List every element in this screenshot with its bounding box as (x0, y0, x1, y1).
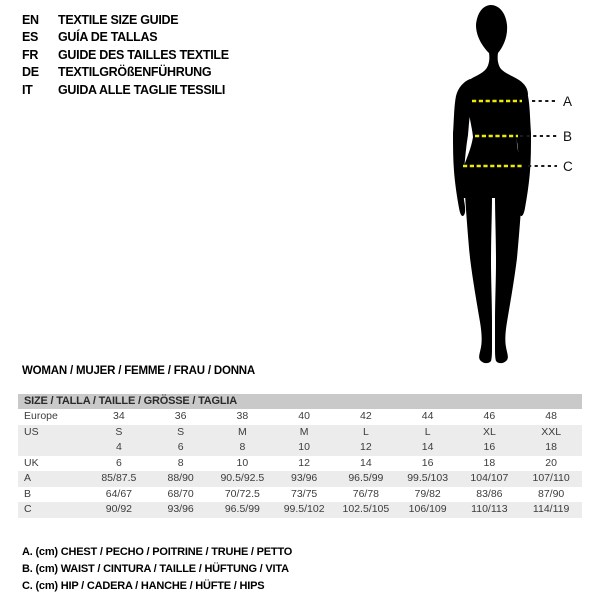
size-cell: 73/75 (290, 487, 318, 500)
size-cell: 107/110 (532, 472, 570, 484)
language-title: TEXTILGRÖßENFÜHRUNG (58, 65, 212, 80)
legend-line-waist: B. (cm) WAIST / CINTURA / TAILLE / HÜFTUNG / VITA (22, 563, 289, 575)
size-cell: 93/96 (290, 472, 318, 484)
size-cell: 99.5/103 (407, 472, 449, 484)
table-row (18, 425, 582, 441)
table-row (18, 471, 582, 487)
size-cell: 38 (236, 410, 249, 422)
size-cell: L (362, 425, 369, 438)
size-cell: 8 (239, 441, 246, 453)
size-cell: 79/82 (414, 487, 441, 500)
table-row (18, 456, 582, 472)
language-row (22, 81, 229, 99)
size-cell: 64/67 (105, 487, 133, 500)
row-label: UK (24, 456, 39, 469)
language-title: GUIDE DES TAILLES TEXTILE (58, 47, 229, 62)
size-cell: 6 (177, 441, 184, 453)
size-cell: 10 (298, 441, 310, 453)
size-cell: 46 (483, 410, 496, 422)
size-cell: 85/87.5 (101, 472, 137, 484)
size-table-body (18, 409, 582, 518)
language-code: DE (22, 65, 39, 80)
legend-line-chest: A. (cm) CHEST / PECHO / POITRINE / TRUHE / PETTO (22, 546, 293, 558)
size-cell: XXL (541, 425, 562, 438)
size-cell: 14 (421, 441, 434, 453)
size-cell: 18 (483, 456, 496, 469)
size-cell: 40 (298, 410, 310, 422)
section-title: WOMAN / MUJER / FEMME / FRAU / DONNA (22, 365, 256, 377)
size-cell: M (238, 425, 247, 438)
language-row (22, 64, 229, 82)
table-header: SIZE / TALLA / TAILLE / GRÖSSE / TAGLIA (18, 394, 582, 409)
table-row (18, 502, 582, 518)
size-table (18, 394, 582, 518)
size-cell: 96.5/99 (348, 472, 384, 484)
table-row (18, 440, 582, 456)
row-label: Europe (24, 410, 58, 422)
size-cell: 76/78 (352, 487, 380, 500)
size-cell: XL (482, 425, 496, 438)
size-cell: S (115, 425, 123, 438)
language-code: ES (22, 30, 39, 45)
size-cell: 106/109 (408, 503, 447, 515)
size-cell: 4 (115, 441, 122, 453)
size-cell: 16 (421, 456, 434, 469)
size-cell: 87/90 (537, 487, 565, 500)
silhouette-right-leg (495, 178, 523, 363)
language-title: GUÍA DE TALLAS (58, 30, 158, 45)
size-cell: 90.5/92.5 (220, 472, 265, 484)
size-cell: L (424, 425, 431, 438)
size-cell: 6 (115, 456, 122, 469)
size-cell: 36 (174, 410, 187, 422)
silhouette-left-leg (464, 178, 492, 363)
size-cell: 83/86 (476, 487, 503, 500)
size-cell: 48 (545, 410, 557, 422)
size-cell: 96.5/99 (224, 503, 260, 515)
size-cell: 34 (113, 410, 125, 422)
measurement-legend (22, 544, 292, 595)
size-cell: 70/72.5 (224, 487, 260, 500)
waist-label: B (563, 129, 573, 144)
size-cell: 12 (360, 441, 372, 453)
table-row (18, 409, 582, 425)
language-code: FR (22, 47, 39, 62)
language-row (22, 46, 229, 64)
size-cell: 99.5/102 (283, 503, 325, 515)
size-cell: 14 (360, 456, 372, 469)
size-cell: 114/119 (532, 503, 570, 515)
size-cell: 110/113 (471, 503, 508, 515)
row-label (18, 440, 88, 456)
row-label: US (24, 425, 39, 438)
legend-line-hip: C. (cm) HIP / CADERA / HANCHE / HÜFTE / HIPS (22, 580, 265, 592)
size-cell: 104/107 (470, 472, 509, 484)
female-silhouette-figure (440, 0, 600, 380)
size-cell: 20 (545, 456, 557, 469)
size-cell: S (177, 425, 185, 438)
row-label: C (24, 503, 32, 515)
row-label: A (24, 472, 32, 484)
language-row (22, 11, 229, 29)
size-cell: 8 (177, 456, 184, 469)
size-cell: 10 (236, 456, 249, 469)
size-cell: 68/70 (167, 487, 194, 500)
language-header (22, 11, 229, 99)
size-cell: 18 (545, 441, 557, 453)
size-cell: 90/92 (105, 503, 133, 515)
hip-label: C (563, 159, 573, 174)
size-cell: 12 (298, 456, 310, 469)
language-title: TEXTILE SIZE GUIDE (58, 12, 179, 27)
language-title: GUIDA ALLE TAGLIE TESSILI (58, 82, 226, 97)
size-cell: 16 (483, 441, 496, 453)
size-cell: 93/96 (167, 503, 194, 515)
table-row (18, 487, 582, 503)
size-cell: 42 (360, 410, 372, 422)
language-code: IT (22, 82, 33, 97)
size-cell: 102.5/105 (342, 503, 390, 515)
language-code: EN (22, 12, 39, 27)
row-label: B (24, 487, 32, 500)
chest-label: A (563, 94, 573, 109)
size-cell: 44 (421, 410, 434, 422)
size-cell: 88/90 (167, 472, 194, 484)
size-cell: M (299, 425, 309, 438)
language-row (22, 29, 229, 47)
